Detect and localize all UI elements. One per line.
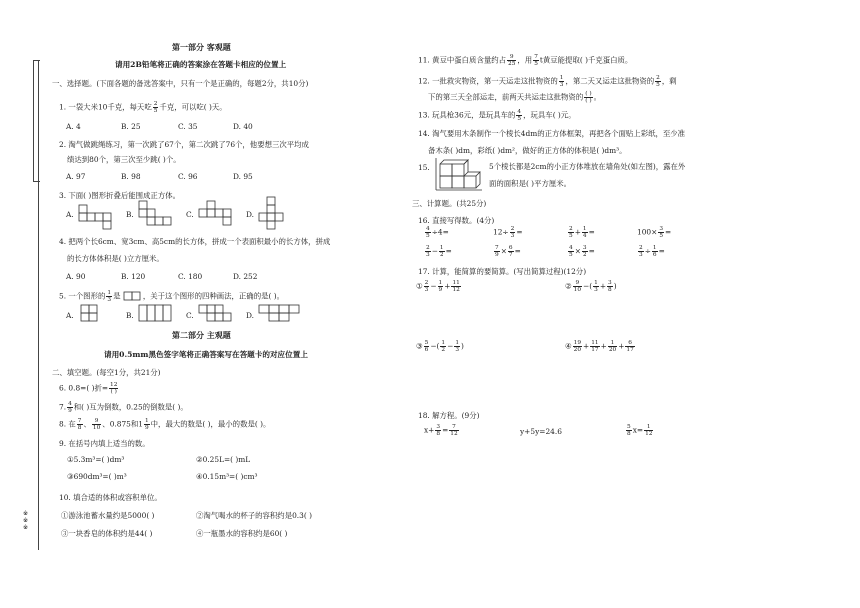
q14-line1: 14. 淘气要用木条制作一个棱长4dm的正方体框架，再把各个面贴上彩纸，至少准 xyxy=(418,129,686,138)
q12-line1: 12. 一批救灾物资，第一天运走这批物资的 $\frac{1}{3}$ ，第二天又运走这批物资的 $\frac{2}{5}$ ，剩 xyxy=(418,75,677,88)
q13: 13. 玩具枪36元，是玩具车的 $\frac{4}{5}$ ，玩具车( )元。 xyxy=(418,109,576,122)
sec3-heading: 三、计算题。(共25分) xyxy=(412,199,487,208)
q16-expr-6: $\frac{7}{9}$ × $\frac{6}{7}$ = xyxy=(495,245,521,258)
q2-option-c: C. 96 xyxy=(178,172,198,181)
q4-line2: 的长方体体积是( )立方厘米。 xyxy=(67,254,164,263)
q16-heading: 16. 直接写得数。(4分) xyxy=(418,216,495,225)
q5-shape-a-icon xyxy=(80,304,102,324)
q10-item-2: ②淘气喝水的杯子的容积约是0.3( ) xyxy=(196,511,312,520)
q9-item-2: ②0.25L=( )mL xyxy=(196,455,251,464)
binding-bracket xyxy=(33,60,40,182)
q16-expr-4: 100× $\frac{3}{5}$ = xyxy=(637,226,672,239)
q5-shape-b-icon xyxy=(138,304,180,324)
part2-title: 第二部分 主观题 xyxy=(172,330,231,340)
q16-expr-3: $\frac{2}{5}$ + $\frac{1}{4}$ = xyxy=(569,226,595,239)
q2-option-d: D. 95 xyxy=(233,172,253,181)
q1-option-b: B. 25 xyxy=(121,122,141,131)
q3-net-d-icon xyxy=(258,196,288,232)
q4-option-c: C. 180 xyxy=(178,272,203,281)
q2-line1: 2. 淘气做跳绳练习，第一次跳了67个，第二次跳了76个，他要想三次平均成 xyxy=(59,140,309,149)
margin-mark: ※※※ xyxy=(22,510,29,531)
q15-line2: 面的面积是( )平方厘米。 xyxy=(489,179,572,188)
q4-line1: 4. 把两个长6cm、宽3cm、高5cm的长方体，拼成一个表面积最小的长方体，拼成 xyxy=(59,237,331,246)
q16-expr-5: $\frac{2}{3}$ − $\frac{1}{2}$ = xyxy=(426,245,452,258)
q17-expr-1: ① $\frac{2}{3}$ − $\frac{1}{9}$ + $\frac{11}{12}$ xyxy=(416,280,460,293)
q18-eq-1: x+ $\frac{3}{8}$ = $\frac{7}{12}$ xyxy=(424,424,458,437)
q10-item-1: ①游泳池蓄水量约是5000( ) xyxy=(61,511,155,520)
sec2-heading: 二、填空题。(每空1分，共21分) xyxy=(52,368,161,377)
q4-option-d: D. 252 xyxy=(233,272,258,281)
q2-line2: 绩达到80个，第三次至少跳( )个。 xyxy=(67,155,181,164)
q1-option-d: D. 40 xyxy=(233,122,253,131)
sec1-heading: 一、选择题。(下面各题的备选答案中，只有一个是正确的，每题2分，共10分) xyxy=(52,79,309,88)
q1-option-a: A. 4 xyxy=(66,122,81,131)
q10-heading: 10. 填合适的体积或容积单位。 xyxy=(59,493,162,502)
q18-heading: 18. 解方程。(9分) xyxy=(418,411,480,420)
q16-expr-2: 12÷ $\frac{2}{3}$ = xyxy=(493,226,523,239)
q3-label-a: A. xyxy=(66,210,74,219)
q11: 11. 黄豆中蛋白质含量约占 $\frac{9}{25}$ ，用 $\frac{7}{5}$ t黄豆能提取( )千克蛋白质。 xyxy=(418,54,633,67)
q9-item-4: ④0.15m³=( )cm³ xyxy=(196,472,258,481)
q10-item-3: ③一块香皂的体积约是44( ) xyxy=(61,529,153,538)
q5-label-a: A. xyxy=(66,311,74,320)
q5-shape-c-icon xyxy=(198,304,236,324)
q3-text: 3. 下面( )图形折叠后能围成正方体。 xyxy=(59,191,180,200)
q16-expr-8: $\frac{2}{3}$ ÷ $\frac{1}{6}$ = xyxy=(639,245,665,258)
q5-label-b: B. xyxy=(126,311,134,320)
q17-heading: 17. 计算，能简算的要简算。(写出简算过程)(12分) xyxy=(418,267,587,276)
q5-shape-icon xyxy=(123,291,143,303)
q9-item-1: ①5.3m³=( )dm³ xyxy=(67,455,125,464)
q1: 1. 一袋大米10千克，每天吃 $\frac{2}{5}$ 千克，可以吃( )天。 xyxy=(59,101,227,114)
part1-title: 第一部分 客观题 xyxy=(172,42,231,52)
q18-eq-2: y+5y=24.6 xyxy=(520,427,562,436)
q9-item-3: ③690dm³=( )m³ xyxy=(67,472,127,481)
q3-label-b: B. xyxy=(126,210,134,219)
q3-net-b-icon xyxy=(138,200,174,232)
q2-option-b: B. 98 xyxy=(121,172,141,181)
q7: 7. $\frac{4}{9}$ 和( )互为倒数，0.25的倒数是( )。 xyxy=(59,401,188,414)
q8: 8. 在 $\frac{7}{8}$ 、 $\frac{9}{10}$ 、0.875和1 $\frac{1}{9}$ 中，最大的数是( )，最小的数是( )。 xyxy=(59,418,271,431)
q14-line2: 备木条( )dm，彩纸( )dm²，做好的正方体的体积是( )dm³。 xyxy=(428,146,627,155)
q5-label-c: C. xyxy=(186,311,194,320)
q17-expr-4: ④ $\frac{19}{20}$ + $\frac{11}{17}$ + $\frac{1}{20}$ + $\frac{6}{17}$ xyxy=(565,340,634,353)
q3-label-c: C. xyxy=(186,210,194,219)
q3-label-d: D. xyxy=(246,210,255,219)
q15-num: 15. xyxy=(418,163,430,172)
q17-expr-3: ③ $\frac{5}{6}$ −( $\frac{1}{2}$ − $\frac{1}{3}$ ) xyxy=(416,340,464,353)
q4-option-b: B. 120 xyxy=(121,272,146,281)
cube-stack-icon xyxy=(434,156,484,192)
q17-expr-2: ② $\frac{9}{10}$ −( $\frac{1}{3}$ + $\frac{3}{8}$ ) xyxy=(565,280,617,293)
q6: 6. 0.8=( )折= $\frac{12}{( )}$ xyxy=(59,382,118,395)
q5: 5. 一个图形的 $\frac{1}{3}$ 是 ，关于这个图形的四种画法，正确的是( )。 xyxy=(59,290,284,303)
q2-option-a: A. 97 xyxy=(66,172,86,181)
q5-shape-d-icon xyxy=(258,304,308,324)
q9-heading: 9. 在括号内填上适当的数。 xyxy=(59,439,150,448)
q4-option-a: A. 90 xyxy=(66,272,86,281)
q16-expr-7: $\frac{4}{5}$ × $\frac{3}{2}$ = xyxy=(569,245,595,258)
q10-item-4: ④一瓶墨水的容积约是60( ) xyxy=(196,529,288,538)
q3-net-a-icon xyxy=(78,204,120,230)
q18-eq-3: $\frac{5}{8}$ x= $\frac{1}{12}$ xyxy=(627,424,653,437)
q16-expr-1: $\frac{4}{5}$ ÷4= xyxy=(426,226,449,239)
q3-net-c-icon xyxy=(198,200,240,230)
q5-label-d: D. xyxy=(246,311,255,320)
part1-instruction: 请用2B铅笔将正确的答案涂在答题卡相应的位置上 xyxy=(115,60,287,69)
q1-option-c: C. 35 xyxy=(178,122,198,131)
q15-line1: 5个棱长都是2cm的小正方体堆放在墙角处(如左图)，露在外 xyxy=(489,162,686,171)
part2-instruction: 请用0.5mm黑色签字笔将正确答案写在答题卡的对应位置上 xyxy=(104,350,308,359)
q12-line2: 下的第三天全部运走，前两天共运走这批物资的 $\frac{( )}{( )}$ 。 xyxy=(428,91,601,104)
